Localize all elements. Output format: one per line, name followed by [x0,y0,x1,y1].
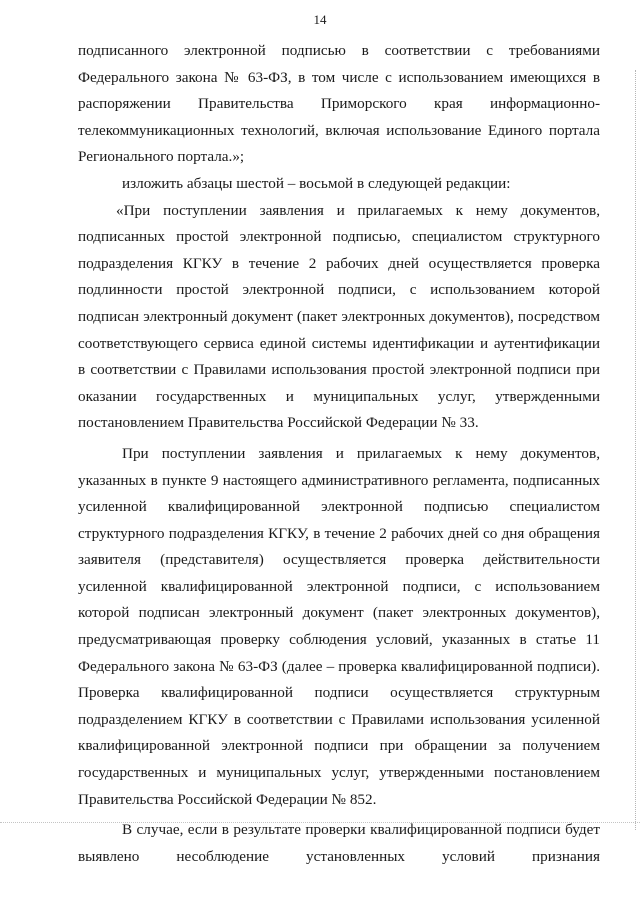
text-line: которой подписан электронный документ (пакет электронных документов), [78,604,600,622]
scan-bottom-dots [0,822,640,824]
text-line: в соответствии с Правилами использования простой электронной подписи при [78,361,600,379]
text-line: В случае, если в результате проверки квалифицированной подписи будет [122,821,600,839]
text-line: подписанных простой электронной подписью, специалистом структурного [78,228,600,246]
text-line: государственных и муниципальных услуг, утвержденными постановлением [78,764,600,782]
text-line: подлинности простой электронной подписи, с использованием которой [78,281,600,299]
text-line: подписан электронный документ (пакет электронных документов), посредством [78,307,600,325]
text-line: Федерального закона № 63-ФЗ (далее – проверка квалифицированной подписи). [78,657,600,675]
text-line: подписанного электронной подписью в соответствии с требованиями [78,42,600,59]
text-line: постановлением Правительства Российской Федерации № 33. [78,414,479,432]
text-line: оказании государственных и муниципальных услуг, утвержденными [78,387,600,405]
text-line: изложить абзацы шестой – восьмой в следующей редакции: [122,174,511,192]
text-line: усиленной квалифицированной электронной подписи, с использованием [78,577,600,595]
text-line: соответствующего сервиса единой системы идентификации и аутентификации [78,334,600,352]
text-line: усиленной квалифицированной электронной подписью специалистом [78,498,600,516]
document-body [78,38,600,870]
scan-margin-marks [631,70,636,830]
page-number: 14 [313,12,327,27]
text-line: структурного подразделения КГКУ, в течение 2 рабочих дней со дня обращения [78,524,600,542]
text-line: Федерального закона № 63-ФЗ, в том числе с использованием имеющихся в [78,68,600,86]
text-line: распоряжении Правительства Приморского края информационно- [78,95,600,113]
text-line: заявителя (представителя) осуществляется проверка действительности [78,551,600,569]
text-line: «При поступлении заявления и прилагаемых к нему документов, [116,201,600,219]
text-line: При поступлении заявления и прилагаемых к нему документов, [122,444,600,462]
text-line: Проверка квалифицированной подписи осуществляется структурным [78,684,600,702]
text-line: подразделением КГКУ в соответствии с Правилами использования усиленной [78,710,600,728]
text-line: указанных в пункте 9 настоящего административного регламента, подписанных [78,471,600,489]
text-line: Регионального портала.»; [78,148,245,166]
text-line: квалифицированной электронной подписи при обращении за получением [78,737,600,755]
text-line: предусматривающая проверку соблюдения условий, указанных в статье 11 [78,631,600,649]
text-line: подразделения КГКУ в течение 2 рабочих дней осуществляется проверка [78,254,600,272]
text-line: выявлено несоблюдение установленных условий признания [78,847,600,865]
text-line: телекоммуникационных технологий, включая использование Единого портала [78,121,600,139]
text-line: Правительства Российской Федерации № 852. [78,790,377,808]
